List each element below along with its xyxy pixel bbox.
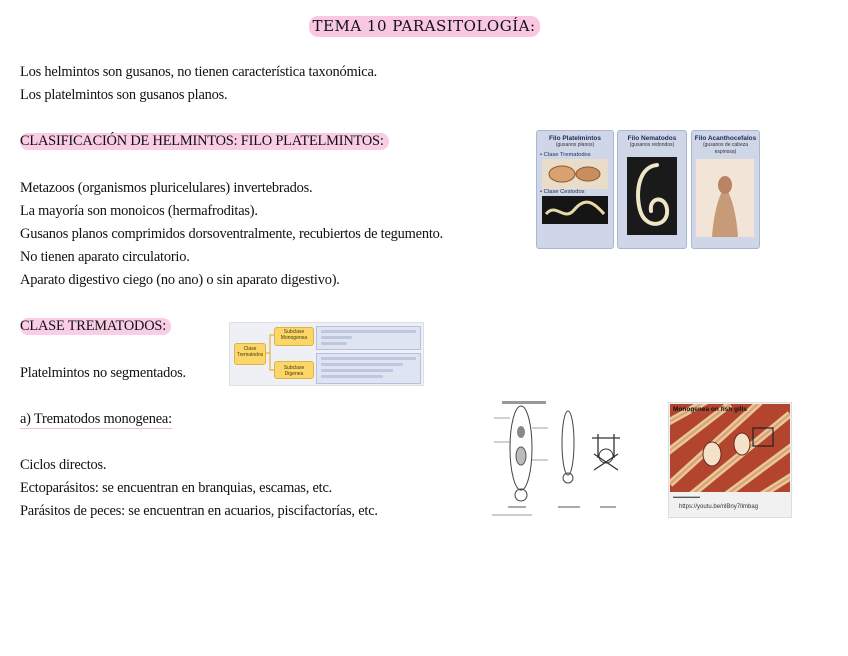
trematode-photo	[542, 159, 608, 189]
diagram-table-2	[316, 353, 421, 384]
section-heading-trematodos	[20, 318, 171, 335]
section2-line-b: Ectoparásitos: se encuentran en branquias, escamas, etc.	[20, 480, 333, 496]
intro-line-2: Los platelmintos son gusanos planos.	[20, 87, 228, 103]
page-title: TEMA 10 PARASITOLOGÍA:	[309, 16, 540, 37]
card-platelmintos	[536, 130, 614, 249]
diagram-root: Clase Trematodos	[234, 343, 266, 365]
card-subtitle: (gusanos planos)	[555, 142, 595, 148]
gill-photo	[670, 404, 790, 492]
section1-line-5: Aparato digestivo ciego (no ano) o sin aparato digestivo).	[20, 272, 340, 288]
gill-caption-credit: ▬▬▬▬▬▬	[673, 494, 700, 499]
gill-image-title: Monogenea on fish gills	[673, 406, 748, 413]
figure-phyla	[536, 130, 758, 247]
card-subtitle: (gusanos redondos)	[629, 142, 675, 148]
section1-line-2: La mayoría son monoicos (hermafroditas).	[20, 203, 258, 219]
anatomy-drawings	[488, 398, 640, 520]
subheading-text: a) Trematodos monogenea:	[20, 411, 172, 427]
card-nematodos	[617, 130, 687, 249]
figure-classification-diagram	[229, 322, 424, 386]
cestode-photo	[542, 196, 608, 224]
nematode-photo	[627, 157, 677, 235]
card-item: • Clase Cestodos	[540, 189, 585, 195]
section2-line-c: Parásitos de peces: se encuentran en acuarios, piscifactorías, etc.	[20, 503, 378, 519]
section1-line-4: No tienen aparato circulatorio.	[20, 249, 190, 265]
card-acanthocefalos	[691, 130, 760, 249]
card-title: Filo Nematodos	[627, 135, 677, 142]
page-title-wrap	[0, 17, 848, 36]
section2-line-a: Ciclos directos.	[20, 457, 107, 473]
card-title: Filo Platelmintos	[548, 135, 601, 142]
card-subtitle: (gusanos de cabeza espinosa)	[702, 142, 749, 155]
section-heading-text: CLASIFICACIÓN DE HELMINTOS: FILO PLATELMINTOS:	[20, 133, 389, 150]
gill-caption-url[interactable]: https://youtu.be/nlBny7Ilmbag	[679, 504, 759, 510]
subheading-monogenea	[20, 411, 172, 428]
diagram-table-1	[316, 326, 421, 350]
figure-monogenea-anatomy	[488, 398, 640, 520]
intro-line-1: Los helmintos son gusanos, no tienen característica taxonómica.	[20, 64, 378, 80]
section1-line-3: Gusanos planos comprimidos dorsoventralmente, recubiertos de tegumento.	[20, 226, 444, 242]
diagram-branch-monogenea: Subclase Monogenea	[274, 327, 314, 346]
card-title: Filo Acanthocefalos	[694, 135, 757, 142]
section1-line-1: Metazoos (organismos pluricelulares) invertebrados.	[20, 180, 313, 196]
figure-monogenea-gills	[668, 402, 792, 518]
acanthocephala-photo	[696, 159, 754, 237]
section-heading-platelmintos	[20, 133, 389, 150]
section-heading-text: CLASE TREMATODOS:	[20, 318, 171, 335]
section2-line: Platelmintos no segmentados.	[20, 365, 186, 381]
card-item: • Clase Trematodos	[540, 152, 591, 158]
diagram-branch-digenea: Subclase Digenea	[274, 361, 314, 379]
